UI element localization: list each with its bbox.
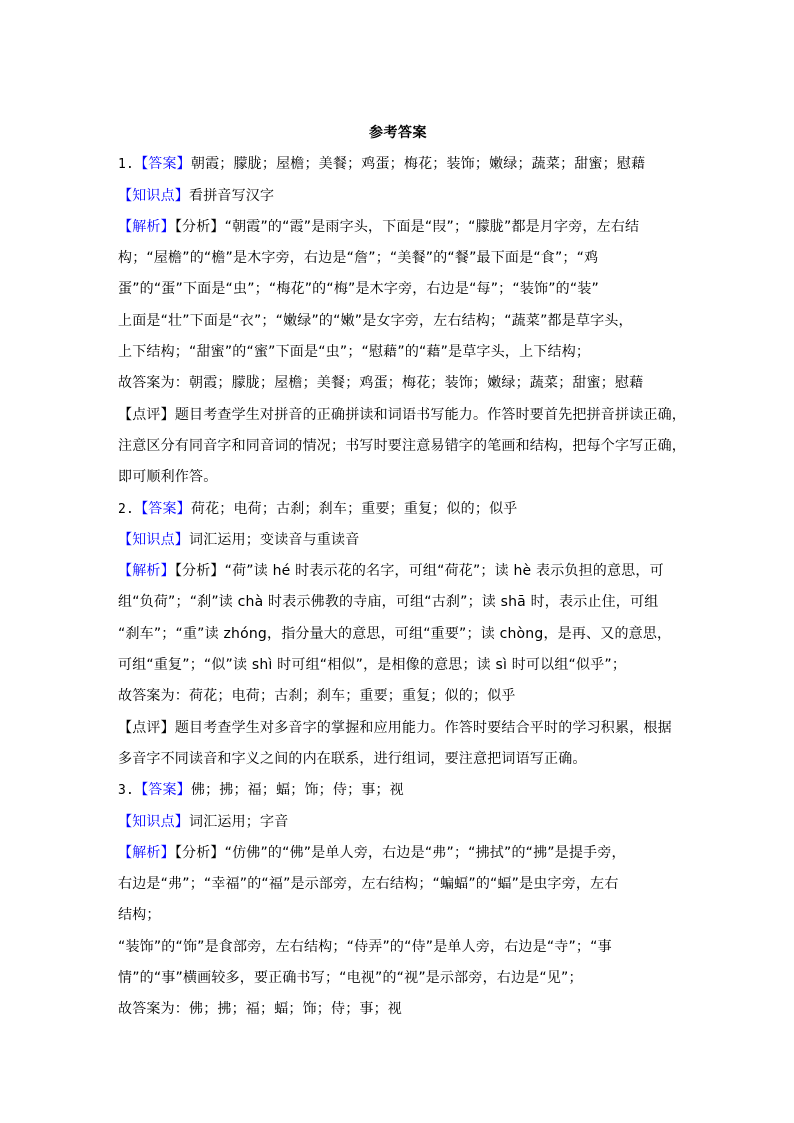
- line-text: 结构；: [118, 907, 161, 924]
- line-text: 看拼音写汉字: [189, 187, 275, 204]
- text-line: [118, 149, 678, 180]
- line-text: “仿佛”的“佛”是单人旁，右边是“弗”；“拂拭”的“拂”是提手旁，: [224, 844, 626, 861]
- line-text: 注意区分有同音字和同音词的情况；书写时要注意易错字的笔画和结构，把每个字写正确，: [118, 437, 686, 454]
- text-line: [118, 306, 678, 337]
- line-text: 故答案为：佛；拂；福；蝠；饰；侍；事；视: [118, 1001, 402, 1018]
- section-label: 【知识点】: [118, 531, 189, 548]
- sub-label: 【分析】: [174, 218, 225, 235]
- text-line: [118, 337, 678, 368]
- sub-label: 【分析】: [174, 844, 225, 861]
- line-text: 荷花；电荷；古刹；刹车；重要；重复；似的；似乎: [190, 500, 518, 517]
- sub-label: 【分析】: [174, 563, 225, 580]
- section-label: 【知识点】: [118, 813, 189, 830]
- section-label: 【答案】: [134, 500, 191, 517]
- line-text: 佛；拂；福；蝠；饰；侍；事；视: [190, 782, 404, 799]
- line-text: 词汇运用；字音: [189, 813, 289, 830]
- page-title: 参考答案: [369, 125, 427, 141]
- text-line: [118, 556, 678, 587]
- text-line: [118, 869, 678, 900]
- answer-document: [118, 118, 687, 1026]
- line-text: 右边是“弗”；“幸福”的“福”是示部旁，左右结构；“蝙蝠”的“蝠”是虫字旁，左右: [118, 876, 619, 893]
- text-line: [118, 681, 678, 712]
- text-line: [118, 838, 678, 869]
- text-line: [118, 462, 678, 493]
- text-line: [118, 212, 678, 243]
- text-line: [118, 650, 678, 681]
- line-text: 上面是“壮”下面是“衣”；“嫩绿”的“嫩”是女字旁，左右结构；“蔬菜”都是草字头，: [118, 312, 633, 329]
- section-label: 【答案】: [134, 156, 191, 173]
- text-line: [118, 431, 686, 462]
- text-line: [118, 932, 678, 963]
- line-text: 上下结构；“甜蜜”的“蜜”下面是“虫”；“慰藉”的“藉”是草字头，上下结构；: [118, 344, 591, 361]
- line-text: 多音字不同读音和字义之间的内在联系，进行组词，要注意把词语写正确。: [118, 750, 587, 767]
- question-number: 2.: [118, 501, 135, 517]
- line-text: 情”的“事”横画较多，要正确书写；“电视”的“视”是示部旁，右边是“见”；: [118, 970, 583, 987]
- text-line: [118, 775, 678, 806]
- line-text: 题目考查学生对多音字的掌握和应用能力。作答时要结合平时的学习积累，根据: [174, 719, 672, 736]
- line-text: “装饰”的“饰”是食部旁，左右结构；“侍弄”的“侍”是单人旁，右边是“寺”；“事: [118, 938, 612, 955]
- sub-label: 【点评】: [118, 719, 175, 736]
- line-text: 蛋”的“蛋”下面是“虫”；“梅花”的“梅”是木字旁，右边是“每”；“装饰”的“装”: [118, 281, 599, 298]
- answer-body: [118, 149, 687, 1025]
- section-label: 【解析】: [118, 218, 175, 235]
- text-line: [118, 900, 678, 931]
- line-text: 朝霞；朦胧；屋檐；美餐；鸡蛋；梅花；装饰；嫩绿；蔬菜；甜蜜；慰藉: [190, 156, 646, 173]
- section-label: 【知识点】: [118, 187, 189, 204]
- text-line: [118, 243, 678, 274]
- text-line: [118, 181, 678, 212]
- question-number: 3.: [118, 783, 135, 799]
- text-line: [118, 713, 678, 744]
- text-line: [118, 587, 678, 618]
- section-label: 【解析】: [118, 563, 175, 580]
- line-text: 即可顺利作答。: [118, 469, 218, 486]
- line-text: 题目考查学生对拼音的正确拼读和词语书写能力。作答时要首先把拼音拼读正确，: [174, 406, 687, 423]
- text-line: [118, 744, 678, 775]
- line-text: 词汇运用；变读音与重读音: [189, 531, 360, 548]
- text-line: [118, 400, 687, 431]
- text-line: [118, 525, 678, 556]
- line-text: “荷”读 hé 时表示花的名字，可组“荷花”；读 hè 表示负担的意思，可: [224, 563, 664, 580]
- text-line: [118, 368, 678, 399]
- text-line: [118, 963, 678, 994]
- line-text: “朝霞”的“霞”是雨字头，下面是“叚”；“朦胧”都是月字旁，左右结: [224, 218, 640, 235]
- line-text: 故答案为：荷花；电荷；古刹；刹车；重要；重复；似的；似乎: [118, 688, 516, 705]
- question-number: 1.: [118, 157, 135, 173]
- line-text: “刹车”；“重”读 zhóng，指分量大的意思，可组“重要”；读 chòng，是再、又的意思，: [118, 625, 672, 642]
- line-text: 故答案为：朝霞；朦胧；屋檐；美餐；鸡蛋；梅花；装饰；嫩绿；蔬菜；甜蜜；慰藉: [118, 375, 644, 392]
- text-line: [118, 619, 678, 650]
- text-line: [118, 807, 678, 838]
- line-text: 构；“屋檐”的“檐”是木字旁，右边是“詹”；“美餐”的“餐”最下面是“食”；“鸡: [118, 250, 599, 267]
- section-label: 【解析】: [118, 844, 175, 861]
- sub-label: 【点评】: [118, 406, 175, 423]
- text-line: [118, 274, 678, 305]
- text-line: [118, 494, 678, 525]
- section-label: 【答案】: [134, 782, 191, 799]
- text-line: [118, 994, 678, 1025]
- line-text: 组“负荷”；“刹”读 chà 时表示佛教的寺庙，可组“古刹”；读 shā 时，表示止住，可组: [118, 594, 659, 611]
- line-text: 可组“重复”；“似”读 shì 时可组“相似”，是相像的意思；读 sì 时可以组“似乎”；: [118, 657, 627, 674]
